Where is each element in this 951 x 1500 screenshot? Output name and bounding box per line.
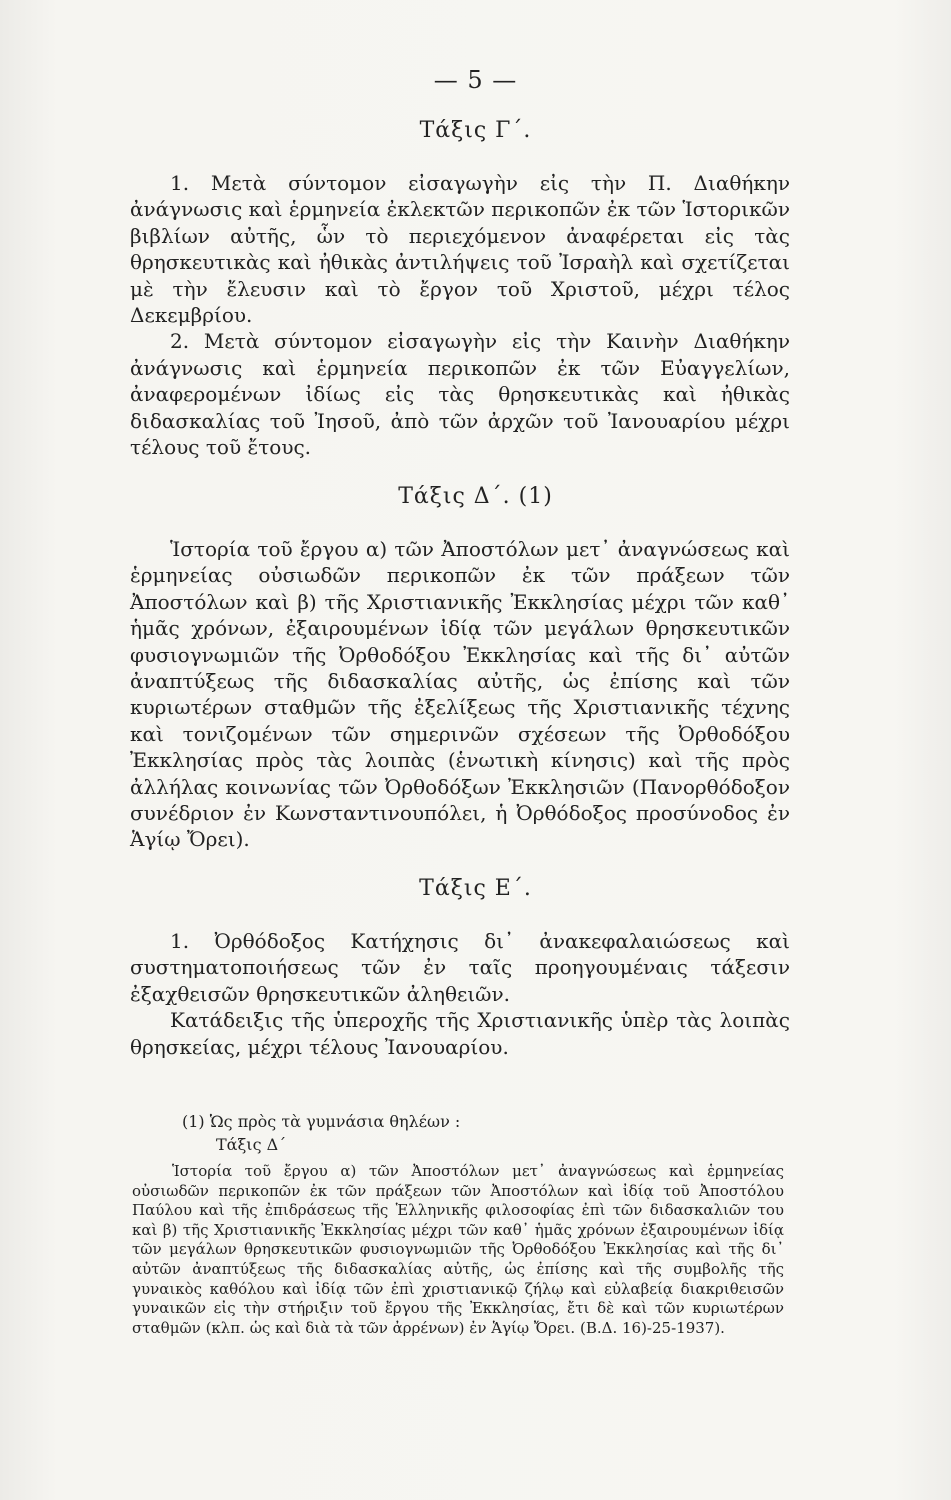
section-d-body — [130, 536, 790, 853]
footnote-subheading: Τάξις Δ΄ — [216, 1135, 287, 1154]
section-e-item-1: 1. Ὀρθόδοξος Κατήχησις δι᾽ ἀνακεφαλαιώσεως καὶ συστηματοποιήσεως τῶν ἐν ταῖς προηγουμέναις τάξεσιν ἐξαχθεισῶν θρησκευτικῶν ἀληθειῶν. — [130, 929, 790, 1006]
footnote-body — [132, 1162, 784, 1338]
section-e-body — [130, 928, 790, 1060]
section-d-title: Τάξις Δ΄. (1) — [398, 484, 553, 509]
section-g-item-2: 2. Μετὰ σύντομον εἰσαγωγὴν εἰς τὴν Καινὴν Διαθήκην ἀνάγνωσις καὶ ἑρμηνεία περικοπῶν ἐκ τῶν Εὐαγγελίων, ἀναφερομένων ἰδίως εἰς τὰς θρησκευτικὰς καὶ ἠθικὰς διδασκαλίας τοῦ Ἰησοῦ, ἀπὸ τῶν ἀρχῶν τοῦ Ἰανουαρίου μέχρι τέλους τοῦ ἔτους. — [130, 329, 790, 460]
section-e-item-2: Κατάδειξις τῆς ὑπεροχῆς τῆς Χριστιανικῆς ὑπὲρ τὰς λοιπὰς θρησκείας, μέχρι τέλους Ἰανουαρίου. — [130, 1008, 790, 1059]
footnote-text: Ἱστορία τοῦ ἔργου α) τῶν Ἀποστόλων μετ᾽ ἀναγνώσεως καὶ ἑρμηνείας οὐσιωδῶν περικοπῶν ἐκ τῶν πράξεων τῶν Ἀποστόλων καὶ ἰδίᾳ τοῦ Ἀποστόλου Παύλου καὶ τῆς ἐπιδράσεως τῆς Ἑλληνικῆς φιλοσοφίας ἐπὶ τῶν διδασκαλιῶν του καὶ β) τῆς Χριστιανικῆς Ἐκκλησίας μέχρι τῶν καθ᾽ ἡμᾶς χρόνων ἐξαιρουμένων ἰδίᾳ τῶν μεγάλων θρησκευτικῶν φυσιογνωμιῶν τῆς Ὀρθοδόξου Ἐκκλησίας καὶ τῆς δι᾽ αὐτῶν ἀναπτύξεως τῆς διδασκαλίας αὐτῆς, ὡς ἐπίσης καὶ τῆς συμβολῆς τῆς γυναικὸς καθόλου καὶ ἰδίᾳ τῶν ἐπὶ χριστιανικῷ ζήλῳ καὶ εὐλαβείᾳ διακριθεισῶν γυναικῶν εἰς τὴν στήριξιν τοῦ ἔργου τῆς Ἐκκλησίας, ἔτι δὲ καὶ τῶν κυριωτέρων σταθμῶν (κλπ. ὡς καὶ διὰ τὰ τῶν ἀρρένων) ἐν Ἁγίῳ Ὄρει. (Β.Δ. 16)-25-1937). — [132, 1162, 784, 1337]
section-g-title: Τάξις Γ΄. — [419, 118, 532, 143]
section-d-paragraph: Ἱστορία τοῦ ἔργου α) τῶν Ἀποστόλων μετ᾽ ἀναγνώσεως καὶ ἑρμηνείας οὐσιωδῶν περικοπῶν ἐκ τῶν πράξεων τῶν Ἀποστόλων καὶ β) τῆς Χριστιανικῆς Ἐκκλησίας μέχρι τῶν καθ᾽ ἡμᾶς χρόνων, ἐξαιρουμένων ἰδίᾳ τῶν μεγάλων θρησκευτικῶν φυσιογνωμιῶν τῆς Ὀρθοδόξου Ἐκκλησίας καὶ τῆς δι᾽ αὐτῶν ἀναπτύξεως τῆς διδασκαλίας αὐτῆς, ὡς ἐπίσης καὶ τῶν κυριωτέρων σταθμῶν τῆς ἐξελίξεως τῆς Χριστιανικῆς τέχνης καὶ τονιζομένων τῶν σημερινῶν σχέσεων τῆς Ὀρθοδόξου Ἐκκλησίας πρὸς τὰς λοιπὰς (ἑνωτικὴ κίνησις) καὶ τῆς πρὸς ἀλλήλας κοινωνίας τῶν Ὀρθοδόξων Ἐκκλησιῶν (Πανορθόδοξον συνέδριον ἐν Κωνσταντινουπόλει, ἡ Ὀρθόδοξος προσύνοδος ἐν Ἁγίῳ Ὄρει). — [130, 537, 790, 852]
section-e-title: Τάξις Ε΄. — [419, 876, 532, 901]
section-g-body — [130, 170, 790, 460]
section-g-item-1: 1. Μετὰ σύντομον εἰσαγωγὴν εἰς τὴν Π. Διαθήκην ἀνάγνωσις καὶ ἑρμηνεία ἐκλεκτῶν περικοπῶν ἐκ τῶν Ἱστορικῶν βιβλίων αὐτῆς, ὧν τὸ περιεχόμενον ἀναφέρεται εἰς τὰς θρησκευτικὰς καὶ ἠθικὰς ἀντιλήψεις τοῦ Ἰσραὴλ καὶ σχετίζεται μὲ τὴν ἔλευσιν καὶ τὸ ἔργον τοῦ Χριστοῦ, μέχρι τέλος Δεκεμβρίου. — [130, 171, 790, 328]
page-number: — 5 — — [433, 66, 518, 94]
footnote-heading: (1) Ὡς πρὸς τὰ γυμνάσια θηλέων : — [182, 1112, 461, 1131]
